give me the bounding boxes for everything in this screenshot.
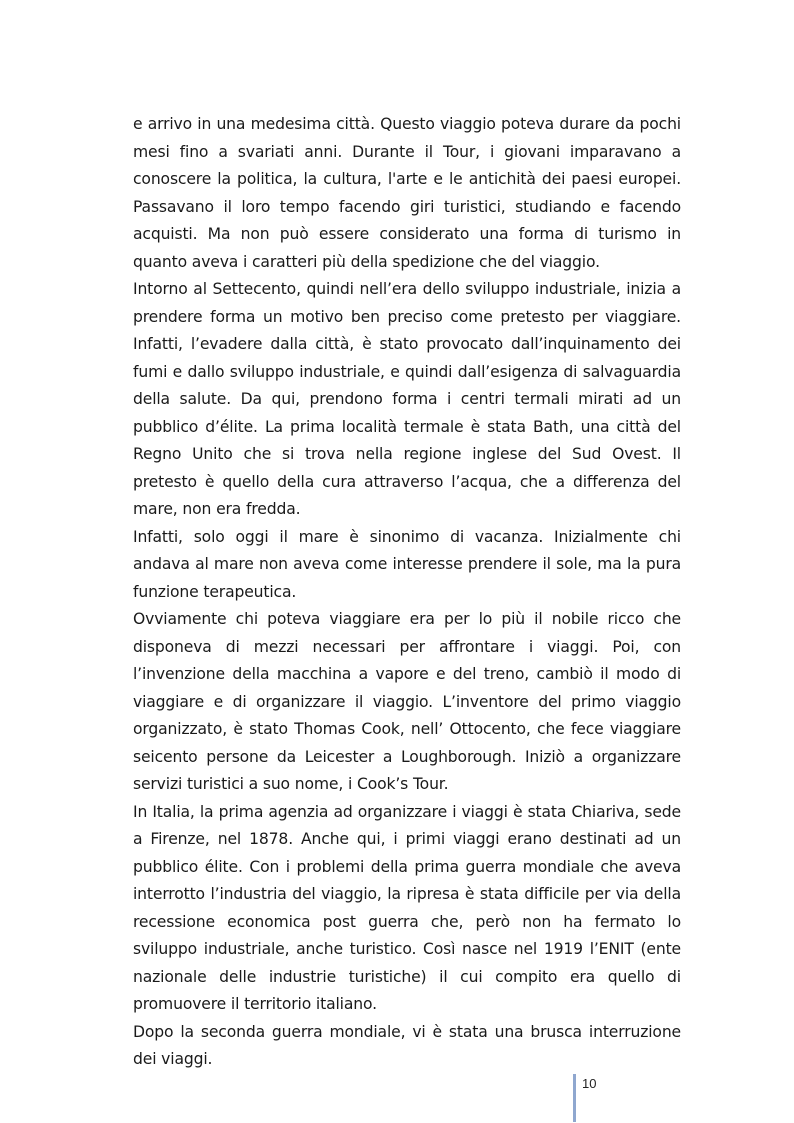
body-text xyxy=(133,111,681,1074)
page-footer xyxy=(573,1074,633,1122)
paragraph-mare-vacanza: Infatti, solo oggi il mare è sinonimo di vacanza. Inizialmente chi andava al mare non aveva come interesse prendere il sole, ma la pura funzione terapeutica. xyxy=(133,527,681,601)
paragraph-italia-enit: In Italia, la prima agenzia ad organizzare i viaggi è stata Chiariva, sede a Firenze, nel 1878. Anche qui, i primi viaggi erano destinati ad un pubblico élite. Con i problemi della prima guerra mondiale che aveva interrotto l’industria del viaggio, la ripresa è stata difficile per via della recessione economica post guerra che, però non ha fermato lo sviluppo industriale, anche turistico. Così nasce nel 1919 l’ENIT (ente nazionale delle industrie turistiche) il cui compito era quello di promuovere il territorio italiano. xyxy=(133,802,681,1013)
page-number: 10 xyxy=(582,1076,597,1091)
page-number-rule xyxy=(573,1074,576,1122)
paragraph-grand-tour: e arrivo in una medesima città. Questo viaggio poteva durare da pochi mesi fino a svariati anni. Durante il Tour, i giovani imparavano a conoscere la politica, la cultura, l'arte e le antichità dei paesi europei. Passavano il loro tempo facendo giri turistici, studiando e facendo acquisti. Ma non può essere considerato una forma di turismo in quanto aveva i caratteri più della spedizione che del viaggio. xyxy=(133,115,681,271)
paragraph-thomas-cook: Ovviamente chi poteva viaggiare era per lo più il nobile ricco che disponeva di mezzi necessari per affrontare i viaggi. Poi, con l’invenzione della macchina a vapore e del treno, cambiò il modo di viaggiare e di organizzare il viaggio. L’inventore del primo viaggio organizzato, è stato Thomas Cook, nell’ Ottocento, che fece viaggiare seicento persone da Leicester a Loughborough. Iniziò a organizzare servizi turistici a suo nome, i Cook’s Tour. xyxy=(133,610,681,793)
paragraph-settecento-terme: Intorno al Settecento, quindi nell’era dello sviluppo industriale, inizia a prendere forma un motivo ben preciso come pretesto per viaggiare. Infatti, l’evadere dalla città, è stato provocato dall’inquinamento dei fumi e dallo sviluppo industriale, e quindi dall’esigenza di salvaguardia della salute. Da qui, prendono forma i centri termali mirati ad un pubblico d’élite. La prima località termale è stata Bath, una città del Regno Unito che si trova nella regione inglese del Sud Ovest. Il pretesto è quello della cura attraverso l’acqua, che a differenza del mare, non era fredda. xyxy=(133,280,681,518)
paragraph-seconda-guerra: Dopo la seconda guerra mondiale, vi è stata una brusca interruzione dei viaggi. xyxy=(133,1022,681,1068)
